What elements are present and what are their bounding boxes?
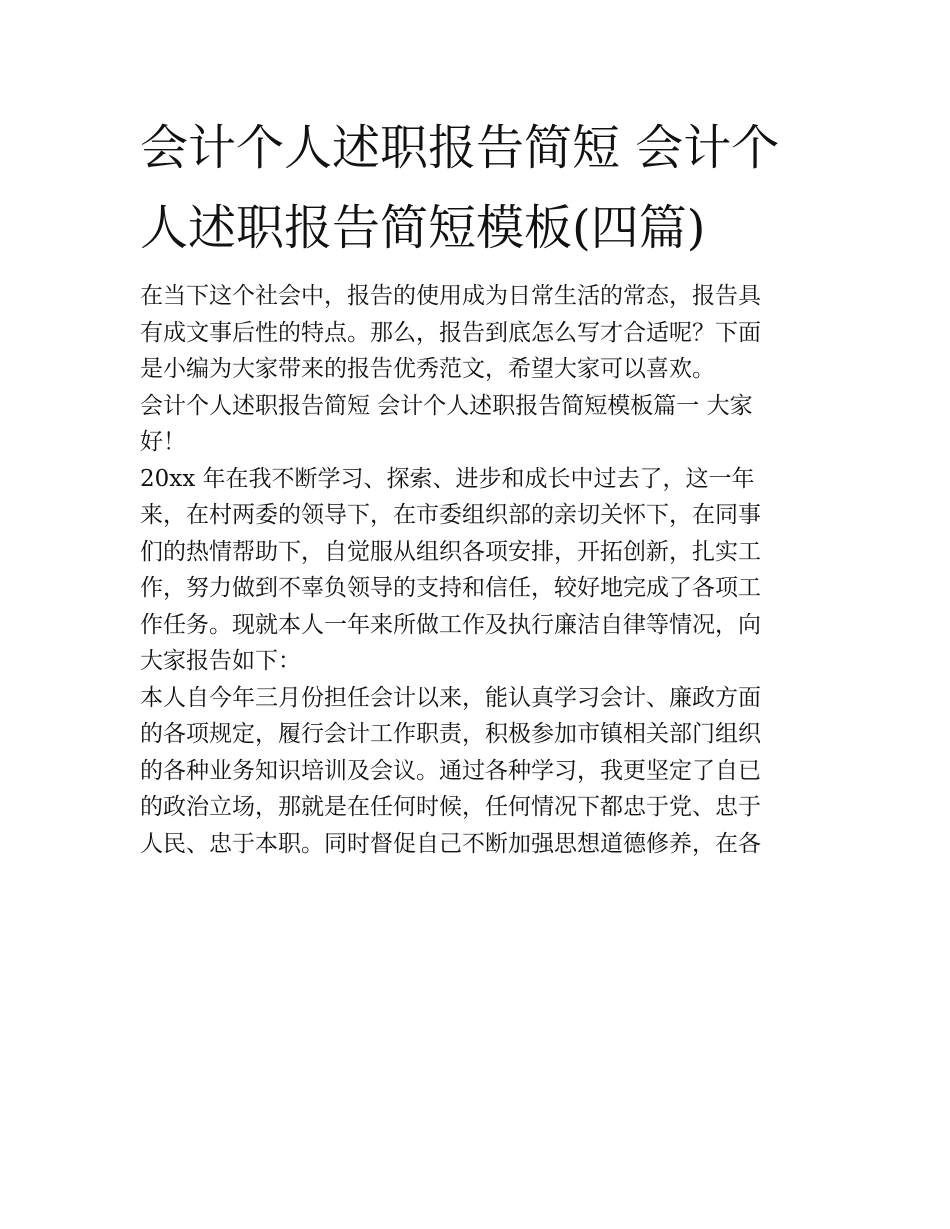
document-title: 会计个人述职报告简短 会计个 人述职报告简短模板(四篇) [140, 120, 780, 256]
section-heading-paragraph: 会计个人述职报告简短 会计个人述职报告简短模板篇一 大家 好！ [140, 392, 753, 455]
body-paragraph: 20xx 年在我不断学习、探索、进步和成长中过去了，这一年 来，在村两委的领导下，在市委组织部的亲切关怀下，在同事 们的热情帮助下，自觉服从组织各项安排，开拓创新，扎实工 作，努力做到不辜负领导的支持和信任，较好地完成了各项工 作任务。现就本人一年来所做工作及执行廉洁自律等情况，向 大家报告如下： [140, 465, 761, 674]
intro-paragraph: 在当下这个社会中，报告的使用成为日常生活的常态，报告具 有成文事后性的特点。那么，报告到底怎么写才合适呢？下面 是小编为大家带来的报告优秀范文，希望大家可以喜欢。 [140, 283, 761, 382]
body-paragraph: 本人自今年三月份担任会计以来，能认真学习会计、廉政方面 的各项规定，履行会计工作职责，积极参加市镇相关部门组织 的各种业务知识培训及会议。通过各种学习，我更坚定了自已 的政治立场，那就是在任何时候，任何情况下都忠于党、忠于 人民、忠于本职。同时督促自己不断加强思想道德修养，在各 [140, 684, 761, 857]
document-body [140, 108, 812, 862]
